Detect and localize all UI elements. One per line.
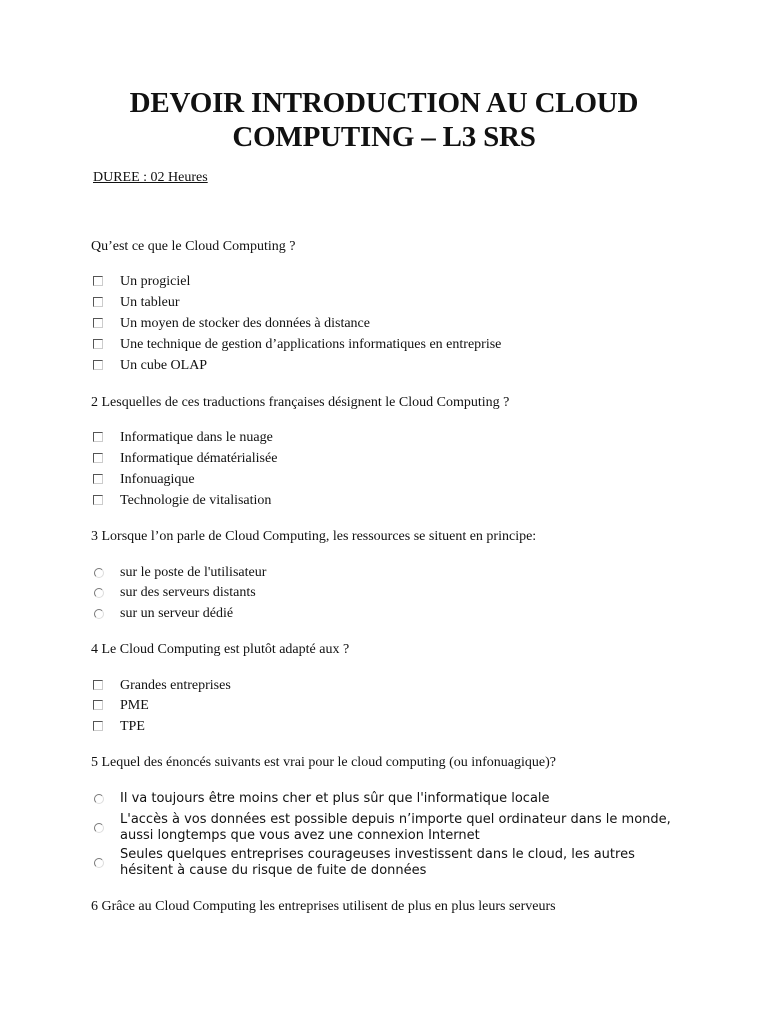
question-6: 6 Grâce au Cloud Computing les entreprises utilisent de plus en plus leurs serveurs xyxy=(91,899,556,914)
checkbox[interactable] xyxy=(93,297,103,307)
title-line-1: DEVOIR INTRODUCTION AU CLOUD xyxy=(129,87,639,119)
radio-button[interactable] xyxy=(94,568,104,578)
question-2: 2 Lesquelles de ces traductions françaises désignent le Cloud Computing ? xyxy=(91,395,510,410)
duration-label: DUREE : 02 Heures xyxy=(93,170,208,185)
radio-button[interactable] xyxy=(94,858,104,868)
checkbox[interactable] xyxy=(93,339,103,349)
checkbox[interactable] xyxy=(93,360,103,370)
radio-button[interactable] xyxy=(94,588,104,598)
title-line-2: COMPUTING – L3 SRS xyxy=(232,121,536,153)
document-title xyxy=(0,86,768,154)
radio-button[interactable] xyxy=(94,823,104,833)
radio-button[interactable] xyxy=(94,609,104,619)
checkbox[interactable] xyxy=(93,432,103,442)
checkbox[interactable] xyxy=(93,318,103,328)
checkbox[interactable] xyxy=(93,453,103,463)
checkbox[interactable] xyxy=(93,474,103,484)
checkbox[interactable] xyxy=(93,700,103,710)
checkbox[interactable] xyxy=(93,276,103,286)
checkbox[interactable] xyxy=(93,721,103,731)
question-4: 4 Le Cloud Computing est plutôt adapté aux ? xyxy=(91,642,350,657)
question-1: Qu’est ce que le Cloud Computing ? xyxy=(91,239,296,254)
checkbox[interactable] xyxy=(93,680,103,690)
question-3: 3 Lorsque l’on parle de Cloud Computing, les ressources se situent en principe: xyxy=(91,529,537,544)
radio-button[interactable] xyxy=(94,794,104,804)
checkbox[interactable] xyxy=(93,495,103,505)
question-5: 5 Lequel des énoncés suivants est vrai pour le cloud computing (ou infonuagique)? xyxy=(91,755,556,770)
